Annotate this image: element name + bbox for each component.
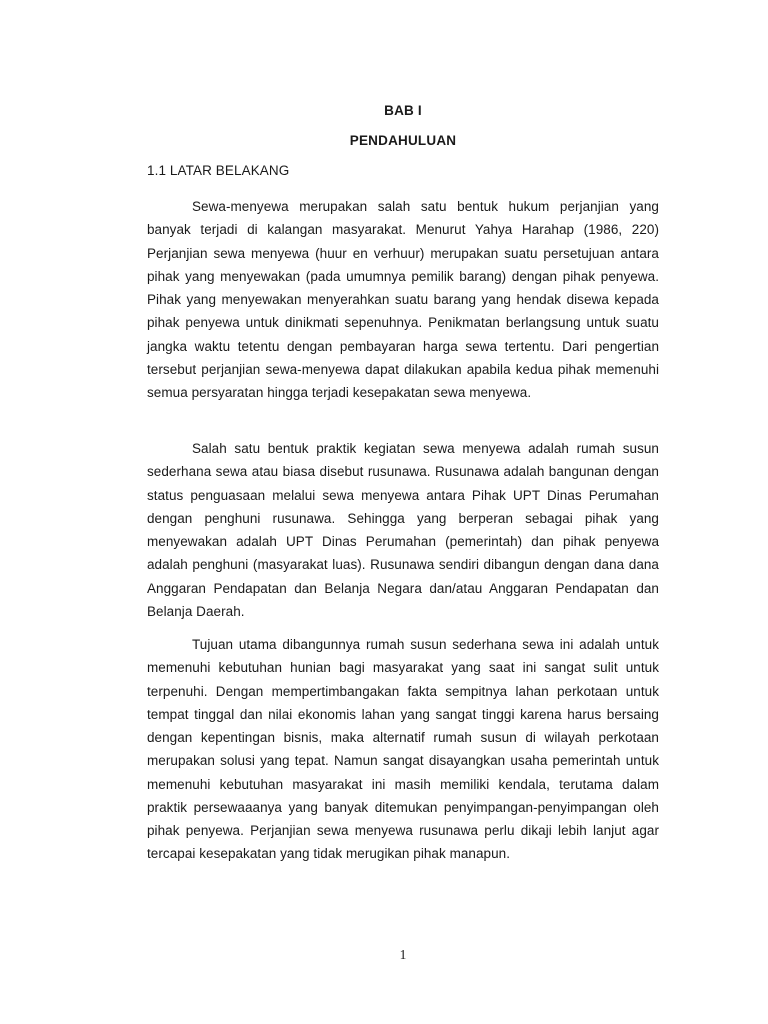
chapter-title: PENDAHULUAN [349,133,457,148]
chapter-number: BAB I [384,103,422,118]
paragraph: Tujuan utama dibangunnya rumah susun sederhana sewa ini adalah untuk memenuhi kebutuhan hunian bagi masyarakat yang saat ini sangat sulit untuk terpenuhi. Dengan mempertimbangakan fakta sempitnya lahan perkotaan untuk tempat tinggal dan nilai ekonomis lahan yang sangat tinggi karena harus bersaing dengan kepentingan bisnis, maka alternatif rumah susun di wilayah perkotaan merupakan solusi yang tepat. Namun sangat disayangkan usaha pemerintah untuk memenuhi kebutuhan masyarakat ini masih memiliki kendala, terutama dalam praktik persewaaanya yang banyak ditemukan penyimpangan-penyimpangan oleh pihak penyewa. Perjanjian sewa menyewa rusunawa perlu dikaji lebih lanjut agar tercapai kesepakatan yang tidak merugikan pihak manapun. [147,637,659,862]
paragraph: Sewa-menyewa merupakan salah satu bentuk hukum perjanjian yang banyak terjadi di kalangan masyarakat. Menurut Yahya Harahap (1986, 220) Perjanjian sewa menyewa (huur en verhuur) merupakan suatu persetujuan antara pihak yang menyewakan (pada umumnya pemilik barang) dengan pihak penyewa. Pihak yang menyewakan menyerahkan suatu barang yang hendak disewa kepada pihak penyewa untuk dinikmati sepenuhnya. Penikmatan berlangsung untuk suatu jangka waktu tetentu dengan pembayaran harga sewa tertentu. Dari pengertian tersebut perjanjian sewa-menyewa dapat dilakukan apabila kedua pihak memenuhi semua persyaratan hingga terjadi kesepakatan sewa menyewa. [147,199,659,400]
page-number: 1 [399,947,407,962]
paragraph: Salah satu bentuk praktik kegiatan sewa menyewa adalah rumah susun sederhana sewa atau biasa disebut rusunawa. Rusunawa adalah bangunan dengan status penguasaan melalui sewa menyewa antara Pihak UPT Dinas Perumahan dengan penghuni rusunawa. Sehingga yang berperan sebagai pihak yang menyewakan adalah UPT Dinas Perumahan (pemerintah) dan pihak penyewa adalah penghuni (masyarakat luas). Rusunawa sendiri dibangun dengan dana dana Anggaran Pendapatan dan Belanja Negara dan/atau Anggaran Pendapatan dan Belanja Daerah. [147,441,659,619]
section-heading: 1.1 LATAR BELAKANG [147,163,290,178]
